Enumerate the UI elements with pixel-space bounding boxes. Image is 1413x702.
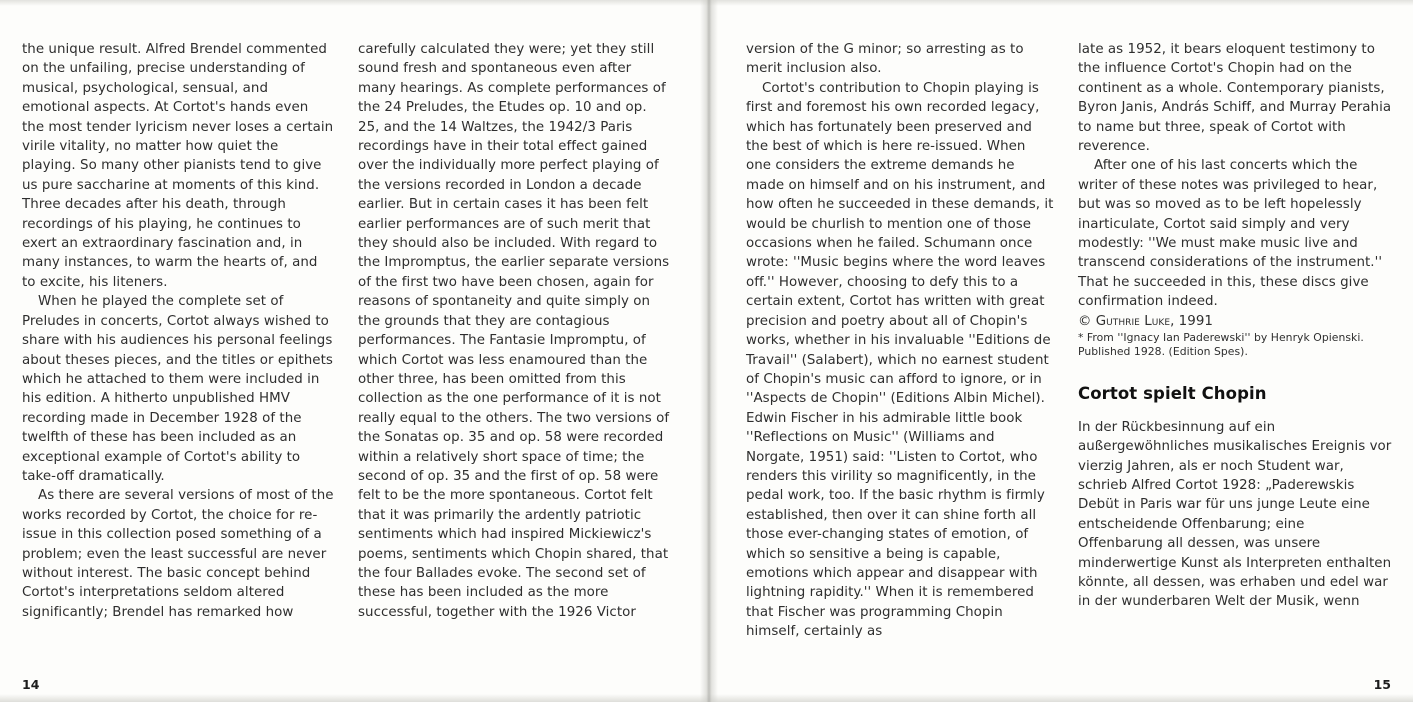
column-3 [746, 40, 1054, 660]
column-1 [22, 40, 334, 660]
paragraph: Cortot's contribution to Chopin playing is first and foremost his own recorded legacy, which has fortunately been preserved and the best of which is here re-issued. When one considers the extreme demands he made on himself and on his instrument, and how often he succeeded in these demands, it would be churlish to mention one of those occasions when he failed. Schumann once wrote: ''Music begins where the word leaves off.'' However, choosing to defy this to a certain extent, Cortot has written with great precision and poetry about all of Chopin's works, whether in his invaluable ''Editions de Travail'' (Salabert), which no earnest student of Chopin's music can afford to ignore, or in ''Aspects de Chopin'' (Editions Albin Michel). Edwin Fischer in his admirable little book ''Reflections on Music'' (Williams and Norgate, 1951) said: ''Listen to Cortot, who renders this virility so magnificently, in the pedal work, too. If the basic rhythm is firmly established, then over it can shine forth all those ever-changing states of emotion, of which so sensitive a being is capable, emotions which appear and disappear with lightning rapidity.'' When it is remembered that Fischer was programming Chopin himself, certainly as [746, 80, 1054, 640]
paragraph: the unique result. Alfred Brendel commented on the unfailing, precise understanding of musical, psychological, sensual, and emotional aspects. At Cortot's hands even the most tender lyricism never loses a certain virile vitality, no matter how quiet the playing. So many other pianists tend to give us pure saccharine at moments of this kind. Three decades after his death, through recordings of his playing, he continues to exert an extraordinary fascination and, in many instances, to warm the hearts of, and to excite, his liteners. [22, 42, 334, 290]
section-heading-german: Cortot spielt Chopin [1078, 384, 1267, 404]
text-columns [0, 40, 1413, 665]
page-top-edge [0, 0, 1413, 6]
column-2 [358, 40, 672, 660]
paragraph: As there are several versions of most of the works recorded by Cortot, the choice for re-issue in this collection posed something of a problem; even the least successful are never without interest. The basic concept behind Cortot's interpretations seldom altered significantly; Brendel has remarked how [22, 488, 334, 620]
paragraph: When he played the complete set of Preludes in concerts, Cortot always wished to share with his audiences his personal feelings about theses pieces, and the titles or epithets which he attached to them were included in his edition. A hitherto unpublished HMV recording made in December 1928 of the twelfth of these has been included as an exceptional example of Cortot's ability to take-off dramatically. [22, 294, 333, 484]
paragraph: After one of his last concerts which the writer of these notes was privileged to hear, but was so moved as to be left hopelessly inarticulate, Cortot said simply and very modestly: ''We must make music live and transcend considerations of the instrument.'' That he succeeded in this, these discs give confirmation indeed. [1078, 158, 1383, 310]
paragraph: carefully calculated they were; yet they still sound fresh and spontaneous even after many hearings. As complete performances of the 24 Preludes, the Etudes op. 10 and op. 25, and the 14 Waltzes, the 1942/3 Paris recordings have in their total effect gained over the individually more perfect playing of the versions recorded in London a decade earlier. But in certain cases it has been felt earlier performances are of such merit that they should also be included. With regard to the Impromptus, the earlier separate versions of the first two have been chosen, again for reasons of spontaneity and quite simply on the grounds that they are contagious performances. The Fantasie Impromptu, of which Cortot was less enamoured than the other three, has been omitted from this collection as the one performance of it is not really equal to the others. The two versions of the Sonatas op. 35 and op. 58 were recorded within a relatively short space of time; the second of op. 35 and the first of op. 58 were felt to be the more spontaneous. Cortot felt that it was primarily the ardently patriotic sentiments which had inspired Mickiewicz's poems, sentiments which Chopin shared, that the four Ballades evoke. The second set of these has been included as the more successful, together with the 1926 Victor [358, 42, 670, 620]
author-byline: © Guthrie Luke, 1991 [1078, 313, 1213, 329]
paragraph: version of the G minor; so arresting as to merit inclusion also. [746, 42, 1024, 77]
page-number-right: 15 [1373, 677, 1391, 692]
page-bottom-edge [0, 694, 1413, 702]
paragraph: late as 1952, it bears eloquent testimony to the influence Cortot's Chopin had on the continent as a whole. Contemporary pianists, Byron Janis, András Schiff, and Murray Perahia to name but three, speak of Cortot with reverence. [1078, 42, 1392, 155]
paragraph-german: In der Rückbesinnung auf ein außergewöhnliches musikalisches Ereignis vor vierzig Jahren, als er noch Student war, schrieb Alfred Cortot 1928: „Paderewskis Debüt in Paris war für uns junge Leute eine entscheidende Offenbarung; eine Offenbarung all dessen, was unsere minderwertige Kunst als Interpreten enthalten könnte, all dessen, was erhaben und edel war in der wunderbaren Welt der Musik, wenn [1078, 419, 1392, 610]
column-4 [1078, 40, 1392, 660]
footnote: * From ''Ignacy Ian Paderewski'' by Henryk Opienski. Published 1928. (Edition Spes). [1078, 331, 1364, 358]
page-number-left: 14 [22, 677, 40, 692]
